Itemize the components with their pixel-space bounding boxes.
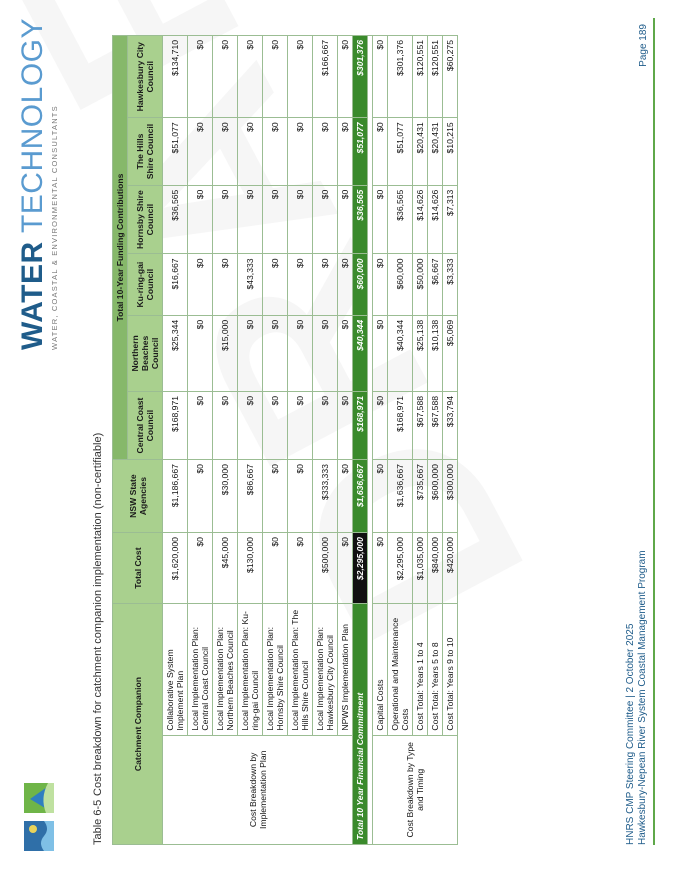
row-item-label: Capital Costs bbox=[373, 604, 388, 735]
table-cell: $25,138 bbox=[413, 315, 428, 391]
table-cell: $0 bbox=[373, 391, 388, 459]
table-cell: $0 bbox=[338, 118, 353, 185]
row-item-label: NPWS Implementation Plan bbox=[338, 604, 353, 735]
table-cell: $0 bbox=[338, 391, 353, 459]
row-item-label: Cost Total: Years 5 to 8 bbox=[428, 604, 443, 735]
table-cell: $333,333 bbox=[313, 460, 338, 533]
table-cell: $0 bbox=[188, 460, 213, 533]
total-cell: $40,344 bbox=[353, 315, 368, 391]
table-cell: $0 bbox=[288, 185, 313, 254]
row-item-label: Operational and Maintenance Costs bbox=[388, 604, 413, 735]
row-item-label: Local Implementation Plan: Central Coast Council bbox=[188, 604, 213, 735]
table-cell: $0 bbox=[263, 118, 288, 185]
table-cell: $36,565 bbox=[163, 185, 188, 254]
table-row bbox=[188, 36, 213, 845]
table-cell: $0 bbox=[213, 118, 238, 185]
table-cell: $120,551 bbox=[413, 36, 428, 118]
table-cell: $0 bbox=[263, 533, 288, 604]
partner-logo-2 bbox=[24, 783, 54, 813]
table-cell: $0 bbox=[373, 254, 388, 315]
table-cell: $0 bbox=[213, 254, 238, 315]
total-row-label: Total 10 Year Financial Commitment bbox=[353, 604, 368, 845]
table-cell: $0 bbox=[263, 185, 288, 254]
table-row bbox=[443, 36, 458, 845]
table-row bbox=[213, 36, 238, 845]
table-cell: $0 bbox=[188, 185, 213, 254]
table-cell: $51,077 bbox=[388, 118, 413, 185]
table-caption bbox=[92, 433, 104, 845]
row-item-label: Local Implementation Plan: Northern Beaches Council bbox=[213, 604, 238, 735]
table-cell: $6,667 bbox=[428, 254, 443, 315]
table-cell: $0 bbox=[313, 185, 338, 254]
table-cell: $0 bbox=[188, 533, 213, 604]
table-cell: $300,000 bbox=[443, 460, 458, 533]
table-cell: $0 bbox=[373, 315, 388, 391]
header-catchment-companion: Catchment Companion bbox=[113, 604, 163, 845]
cost-breakdown-table bbox=[112, 35, 458, 845]
table-cell: $51,077 bbox=[163, 118, 188, 185]
total-cell: $1,636,667 bbox=[353, 460, 368, 533]
table-cell: $16,667 bbox=[163, 254, 188, 315]
table-row bbox=[288, 36, 313, 845]
row-item-label: Cost Total: Years 1 to 4 bbox=[413, 604, 428, 735]
table-cell: $60,275 bbox=[443, 36, 458, 118]
header-council: Hawkesbury City Council bbox=[128, 36, 163, 118]
table-cell: $0 bbox=[238, 391, 263, 459]
table-cell: $10,215 bbox=[443, 118, 458, 185]
table-cell: $0 bbox=[288, 533, 313, 604]
table-cell: $0 bbox=[373, 36, 388, 118]
table-cell: $15,000 bbox=[213, 315, 238, 391]
footer-rule bbox=[653, 18, 655, 845]
row-item-label: Local Implementation Plan: Hornsby Shire Council bbox=[263, 604, 288, 735]
table-row bbox=[428, 36, 443, 845]
footer-line-1: HNRS CMP Steering Committee | 2 October 2025 bbox=[625, 623, 636, 845]
footer-line-2: Hawkesbury-Nepean River System Coastal Management Program bbox=[637, 550, 648, 845]
header-council: Central Coast Council bbox=[128, 391, 163, 459]
table-cell: $0 bbox=[373, 185, 388, 254]
table-cell: $0 bbox=[213, 36, 238, 118]
table-cell: $45,000 bbox=[213, 533, 238, 604]
total-cell: $36,565 bbox=[353, 185, 368, 254]
page-number: Page 189 bbox=[638, 24, 649, 67]
table-cell: $168,971 bbox=[388, 391, 413, 459]
table-cell: $420,000 bbox=[443, 533, 458, 604]
partner-logos bbox=[24, 783, 54, 851]
table-cell: $50,000 bbox=[413, 254, 428, 315]
total-cell: $168,971 bbox=[353, 391, 368, 459]
table-cell: $0 bbox=[213, 185, 238, 254]
table-cell: $20,431 bbox=[413, 118, 428, 185]
table-cell: $0 bbox=[188, 254, 213, 315]
brand-tagline: WATER, COASTAL & ENVIRONMENTAL CONSULTANTS bbox=[50, 105, 59, 350]
table-row bbox=[413, 36, 428, 845]
total-cell: $2,295,000 bbox=[353, 533, 368, 604]
table-cell: $735,667 bbox=[413, 460, 428, 533]
table-cell: $0 bbox=[238, 36, 263, 118]
table-cell: $0 bbox=[313, 254, 338, 315]
table-cell: $33,794 bbox=[443, 391, 458, 459]
header-nsw-agencies: NSW State Agencies bbox=[113, 460, 163, 533]
table-cell: $0 bbox=[288, 118, 313, 185]
table-cell: $0 bbox=[188, 391, 213, 459]
table-cell: $40,344 bbox=[388, 315, 413, 391]
table-cell: $0 bbox=[313, 118, 338, 185]
row-item-label: Local Implementation Plan: The Hills Shire Council bbox=[288, 604, 313, 735]
header-funding-group: Total 10-Year Funding Contributions bbox=[113, 36, 128, 460]
table-row bbox=[238, 36, 263, 845]
total-cell: $301,376 bbox=[353, 36, 368, 118]
table-cell: $1,035,000 bbox=[413, 533, 428, 604]
table-cell: $0 bbox=[338, 533, 353, 604]
table-cell: $166,667 bbox=[313, 36, 338, 118]
row-item-label: Local Implementation Plan: Ku-ring-gai Council bbox=[238, 604, 263, 735]
table-cell: $500,000 bbox=[313, 533, 338, 604]
total-cell: $60,000 bbox=[353, 254, 368, 315]
table-cell: $120,551 bbox=[428, 36, 443, 118]
table-cell: $0 bbox=[338, 315, 353, 391]
table-cell: $134,710 bbox=[163, 36, 188, 118]
table-cell: $0 bbox=[288, 36, 313, 118]
table-cell: $0 bbox=[313, 391, 338, 459]
table-cell: $36,565 bbox=[388, 185, 413, 254]
table-number: Table 6-5 bbox=[92, 799, 104, 845]
table-cell: $0 bbox=[263, 254, 288, 315]
table-cell: $3,333 bbox=[443, 254, 458, 315]
table-cell: $840,000 bbox=[428, 533, 443, 604]
table-row bbox=[263, 36, 288, 845]
table-cell: $1,636,667 bbox=[388, 460, 413, 533]
table-cell: $0 bbox=[238, 185, 263, 254]
table-cell: $67,588 bbox=[413, 391, 428, 459]
header-council: Hornsby Shire Council bbox=[128, 185, 163, 254]
table-cell: $0 bbox=[238, 118, 263, 185]
table-cell: $0 bbox=[238, 315, 263, 391]
table-cell: $20,431 bbox=[428, 118, 443, 185]
table-cell: $43,333 bbox=[238, 254, 263, 315]
table-cell: $301,376 bbox=[388, 36, 413, 118]
header-total-cost: Total Cost bbox=[113, 533, 163, 604]
table-cell: $0 bbox=[373, 460, 388, 533]
table-cell: $14,626 bbox=[428, 185, 443, 254]
table-cell: $0 bbox=[338, 36, 353, 118]
header-council: Ku-ring-gai Council bbox=[128, 254, 163, 315]
table-cell: $1,620,000 bbox=[163, 533, 188, 604]
table-cell: $0 bbox=[338, 185, 353, 254]
table-title: Cost breakdown for catchment companion implementation (non-certifiable) bbox=[92, 432, 104, 796]
table-row bbox=[163, 36, 188, 845]
table-cell: $1,186,667 bbox=[163, 460, 188, 533]
table-cell: $0 bbox=[288, 315, 313, 391]
table-cell: $30,000 bbox=[213, 460, 238, 533]
consultant-brand bbox=[18, 18, 59, 350]
table-cell: $86,667 bbox=[238, 460, 263, 533]
table-cell: $0 bbox=[288, 254, 313, 315]
header-council: Northern Beaches Council bbox=[128, 315, 163, 391]
row-item-label: Cost Total: Years 9 to 10 bbox=[443, 604, 458, 735]
total-row bbox=[353, 36, 368, 845]
table-cell: $0 bbox=[338, 254, 353, 315]
table-cell: $168,971 bbox=[163, 391, 188, 459]
table-cell: $0 bbox=[213, 391, 238, 459]
row-item-label: Local Implementation Plan: Hawkesbury City Council bbox=[313, 604, 338, 735]
table-cell: $0 bbox=[338, 460, 353, 533]
table-cell: $67,588 bbox=[428, 391, 443, 459]
table-row bbox=[373, 36, 388, 845]
table-cell: $0 bbox=[188, 315, 213, 391]
table-row bbox=[338, 36, 353, 845]
table-cell: $0 bbox=[263, 315, 288, 391]
table-cell: $60,000 bbox=[388, 254, 413, 315]
header-council: The Hills Shire Council bbox=[128, 118, 163, 185]
table-cell: $600,000 bbox=[428, 460, 443, 533]
table-cell: $14,626 bbox=[413, 185, 428, 254]
table-cell: $0 bbox=[263, 391, 288, 459]
row-group-label: Cost Breakdown by Implementation Plan bbox=[163, 735, 353, 844]
table-cell: $0 bbox=[188, 36, 213, 118]
partner-logo-1 bbox=[24, 821, 54, 851]
table-row bbox=[388, 36, 413, 845]
table-cell: $0 bbox=[188, 118, 213, 185]
table-cell: $7,313 bbox=[443, 185, 458, 254]
table-row bbox=[313, 36, 338, 845]
table-cell: $0 bbox=[373, 118, 388, 185]
table-cell: $0 bbox=[263, 460, 288, 533]
table-cell: $130,000 bbox=[238, 533, 263, 604]
table-cell: $0 bbox=[288, 460, 313, 533]
row-item-label: Collaborative System Implement Plan bbox=[163, 604, 188, 735]
table-cell: $0 bbox=[373, 533, 388, 604]
table-cell: $0 bbox=[313, 315, 338, 391]
table-cell: $10,138 bbox=[428, 315, 443, 391]
table-cell: $0 bbox=[288, 391, 313, 459]
table-cell: $2,295,000 bbox=[388, 533, 413, 604]
table-cell: $0 bbox=[263, 36, 288, 118]
total-cell: $51,077 bbox=[353, 118, 368, 185]
table-cell: $25,344 bbox=[163, 315, 188, 391]
table-cell: $5,069 bbox=[443, 315, 458, 391]
brand-wordmark: WATER TECHNOLOGY bbox=[16, 18, 49, 350]
row-group-label: Cost Breakdown by Type and Timing bbox=[373, 735, 458, 844]
document-footer bbox=[625, 550, 649, 845]
